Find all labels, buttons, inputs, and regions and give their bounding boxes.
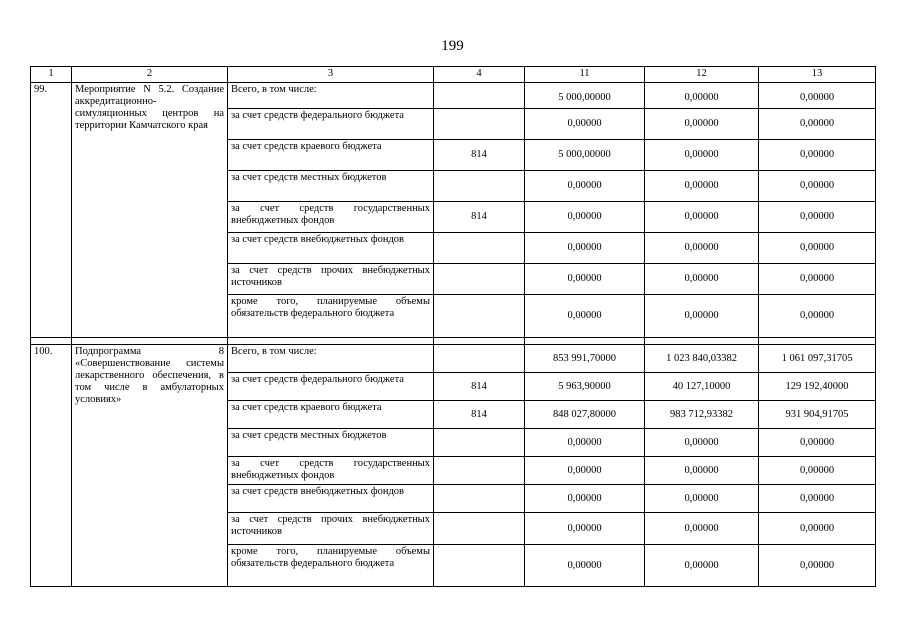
value-col-13: 0,00000	[759, 457, 876, 485]
budget-code	[434, 429, 525, 457]
budget-code: 814	[434, 373, 525, 401]
value-col-13: 0,00000	[759, 171, 876, 202]
value-col-12: 0,00000	[645, 140, 759, 171]
header-cell: 3	[228, 67, 434, 83]
funding-source: кроме того, планируемые объемы обязательств федерального бюджета	[228, 295, 434, 338]
value-col-13: 0,00000	[759, 233, 876, 264]
table-row	[31, 345, 876, 373]
funding-source: кроме того, планируемые объемы обязательств федерального бюджета	[228, 545, 434, 587]
gap-cell	[228, 338, 434, 345]
value-col-12: 0,00000	[645, 457, 759, 485]
header-row	[31, 67, 876, 83]
budget-code: 814	[434, 401, 525, 429]
measure-name: Мероприятие N 5.2. Создание аккредитационно-симуляционных центров на территории Камчатского края	[72, 83, 228, 338]
value-col-13: 931 904,91705	[759, 401, 876, 429]
funding-source: Всего, в том числе:	[228, 345, 434, 373]
value-col-11: 0,00000	[525, 202, 645, 233]
budget-code: 814	[434, 140, 525, 171]
funding-source: за счет средств краевого бюджета	[228, 140, 434, 171]
header-cell: 11	[525, 67, 645, 83]
value-col-12: 0,00000	[645, 109, 759, 140]
header-cell: 4	[434, 67, 525, 83]
section-gap	[31, 338, 876, 345]
row-number: 99.	[31, 83, 72, 338]
page-number: 199	[441, 38, 464, 54]
budget-code	[434, 233, 525, 264]
budget-code	[434, 457, 525, 485]
value-col-12: 0,00000	[645, 513, 759, 545]
value-col-12: 0,00000	[645, 485, 759, 513]
budget-table	[30, 66, 876, 587]
value-col-13: 0,00000	[759, 295, 876, 338]
header-cell: 12	[645, 67, 759, 83]
value-col-11: 0,00000	[525, 171, 645, 202]
value-col-12: 0,00000	[645, 429, 759, 457]
value-col-12: 0,00000	[645, 171, 759, 202]
funding-source: за счет средств государственных внебюджетных фондов	[228, 202, 434, 233]
funding-source: Всего, в том числе:	[228, 83, 434, 109]
value-col-11: 0,00000	[525, 429, 645, 457]
budget-code	[434, 295, 525, 338]
funding-source: за счет средств местных бюджетов	[228, 171, 434, 202]
value-col-12: 40 127,10000	[645, 373, 759, 401]
value-col-12: 1 023 840,03382	[645, 345, 759, 373]
value-col-11: 0,00000	[525, 295, 645, 338]
value-col-11: 848 027,80000	[525, 401, 645, 429]
value-col-11: 0,00000	[525, 109, 645, 140]
header-cell: 13	[759, 67, 876, 83]
budget-code	[434, 513, 525, 545]
funding-source: за счет средств государственных внебюджетных фондов	[228, 457, 434, 485]
gap-cell	[645, 338, 759, 345]
header-cell: 2	[72, 67, 228, 83]
value-col-13: 0,00000	[759, 545, 876, 587]
gap-cell	[72, 338, 228, 345]
gap-cell	[31, 338, 72, 345]
value-col-11: 5 963,90000	[525, 373, 645, 401]
value-col-12: 0,00000	[645, 545, 759, 587]
budget-code	[434, 171, 525, 202]
budget-code	[434, 345, 525, 373]
value-col-11: 0,00000	[525, 457, 645, 485]
value-col-11: 0,00000	[525, 513, 645, 545]
budget-code	[434, 83, 525, 109]
value-col-12: 0,00000	[645, 83, 759, 109]
value-col-12: 983 712,93382	[645, 401, 759, 429]
value-col-13: 0,00000	[759, 202, 876, 233]
header-cell: 1	[31, 67, 72, 83]
budget-code	[434, 264, 525, 295]
budget-code	[434, 545, 525, 587]
funding-source: за счет средств внебюджетных фондов	[228, 485, 434, 513]
value-col-13: 0,00000	[759, 264, 876, 295]
value-col-13: 0,00000	[759, 513, 876, 545]
value-col-12: 0,00000	[645, 233, 759, 264]
funding-source: за счет средств федерального бюджета	[228, 109, 434, 140]
budget-code	[434, 485, 525, 513]
value-col-11: 5 000,00000	[525, 140, 645, 171]
value-col-11: 0,00000	[525, 233, 645, 264]
value-col-12: 0,00000	[645, 264, 759, 295]
value-col-13: 0,00000	[759, 140, 876, 171]
row-number: 100.	[31, 345, 72, 587]
funding-source: за счет средств внебюджетных фондов	[228, 233, 434, 264]
value-col-13: 1 061 097,31705	[759, 345, 876, 373]
measure-name: Подпрограмма 8 «Совершенствование системы лекарственного обеспечения, в том числе в амбулаторных условиях»	[72, 345, 228, 587]
value-col-13: 129 192,40000	[759, 373, 876, 401]
value-col-11: 853 991,70000	[525, 345, 645, 373]
funding-source: за счет средств местных бюджетов	[228, 429, 434, 457]
funding-source: за счет средств прочих внебюджетных источников	[228, 264, 434, 295]
value-col-13: 0,00000	[759, 83, 876, 109]
gap-cell	[759, 338, 876, 345]
gap-cell	[525, 338, 645, 345]
value-col-12: 0,00000	[645, 202, 759, 233]
funding-source: за счет средств прочих внебюджетных источников	[228, 513, 434, 545]
value-col-12: 0,00000	[645, 295, 759, 338]
value-col-13: 0,00000	[759, 485, 876, 513]
value-col-11: 5 000,00000	[525, 83, 645, 109]
value-col-13: 0,00000	[759, 109, 876, 140]
table-row	[31, 83, 876, 109]
value-col-11: 0,00000	[525, 545, 645, 587]
value-col-13: 0,00000	[759, 429, 876, 457]
value-col-11: 0,00000	[525, 264, 645, 295]
budget-code	[434, 109, 525, 140]
budget-code: 814	[434, 202, 525, 233]
funding-source: за счет средств краевого бюджета	[228, 401, 434, 429]
funding-source: за счет средств федерального бюджета	[228, 373, 434, 401]
gap-cell	[434, 338, 525, 345]
value-col-11: 0,00000	[525, 485, 645, 513]
